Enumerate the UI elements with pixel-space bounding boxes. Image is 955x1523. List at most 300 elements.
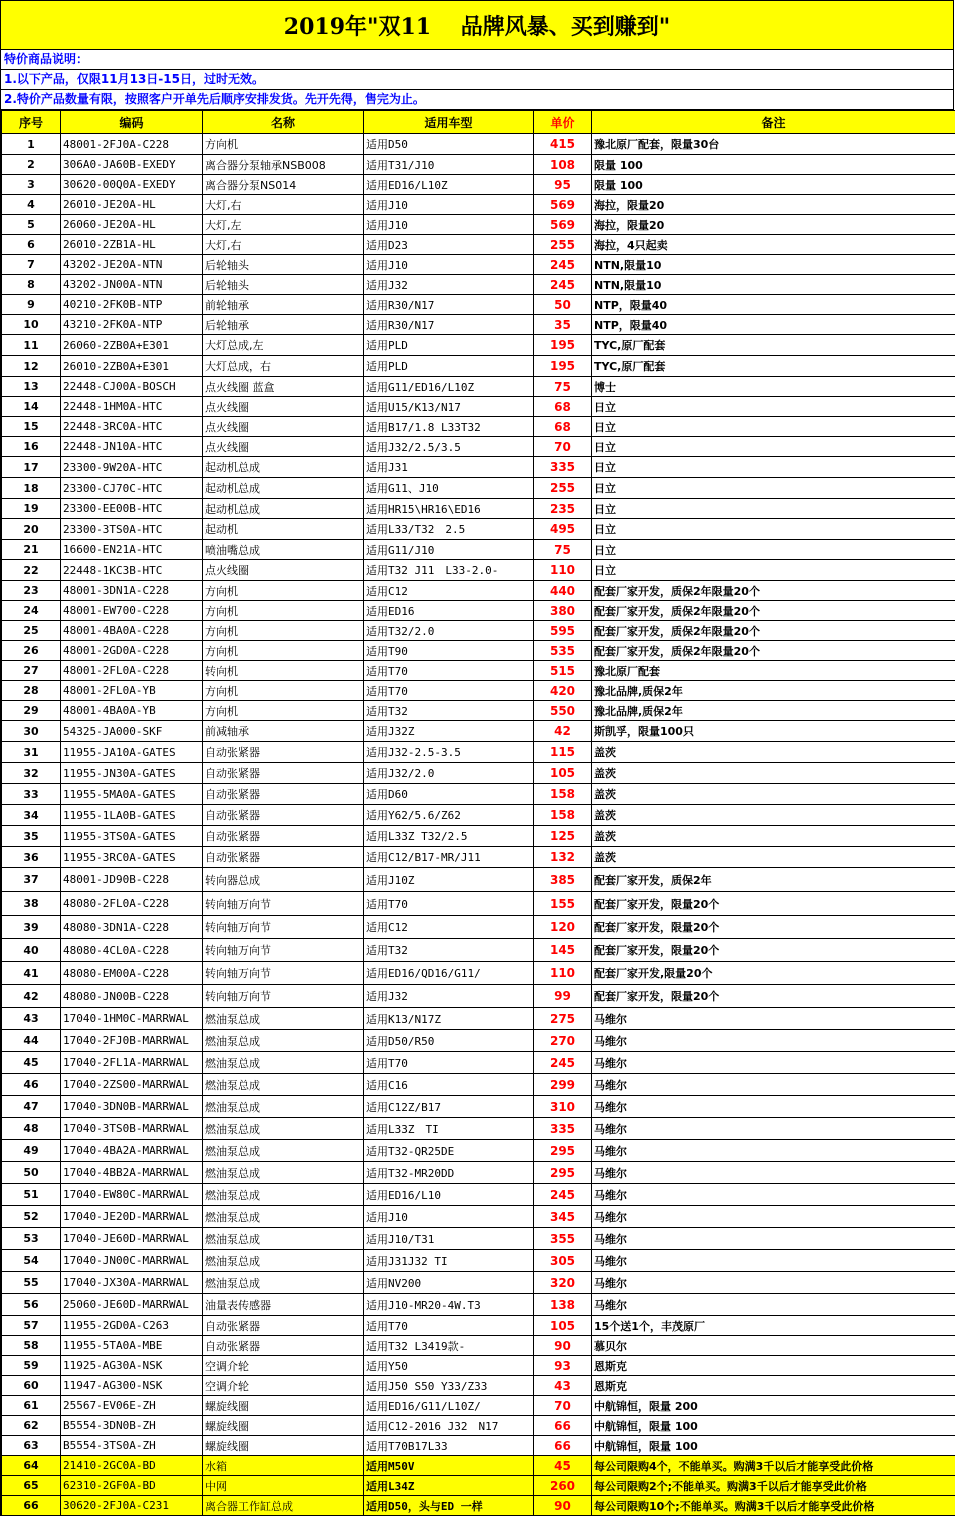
cell-name: 燃油泵总成 (203, 1118, 364, 1140)
cell-seq: 57 (2, 1316, 61, 1336)
table-row (2, 335, 955, 356)
cell-remark: 日立 (592, 519, 955, 540)
header-price: 单价 (534, 111, 592, 134)
cell-seq: 32 (2, 763, 61, 784)
cell-price: 495 (534, 519, 592, 540)
cell-model: 适用T90 (364, 641, 534, 661)
table-row (2, 356, 955, 377)
cell-price: 245 (534, 255, 592, 275)
table-row (2, 681, 955, 701)
cell-code: 26060-JE20A-HL (61, 215, 203, 235)
cell-name: 燃油泵总成 (203, 1206, 364, 1228)
cell-remark: NTN,限量10 (592, 275, 955, 295)
cell-remark: 配套厂家开发，质保2年限量20个 (592, 621, 955, 641)
table-row (2, 1294, 955, 1316)
table-row (2, 134, 955, 155)
cell-code: 17040-JE20D-MARRWAL (61, 1206, 203, 1228)
table-row (2, 1162, 955, 1184)
cell-name: 空调介轮 (203, 1376, 364, 1396)
cell-seq: 14 (2, 397, 61, 417)
cell-price: 235 (534, 499, 592, 519)
cell-model: 适用B17/1.8 L33T32 (364, 417, 534, 437)
cell-price: 245 (534, 1052, 592, 1074)
cell-name: 转向轴万向节 (203, 985, 364, 1008)
cell-code: 11955-1LA0B-GATES (61, 805, 203, 826)
cell-remark: 配套厂家开发,限量20个 (592, 962, 955, 985)
cell-code: 11947-AG300-NSK (61, 1376, 203, 1396)
cell-price: 95 (534, 175, 592, 195)
cell-code: 17040-JN00C-MARRWAL (61, 1250, 203, 1272)
cell-code: 23300-9W20A-HTC (61, 457, 203, 478)
cell-model: 适用J10 (364, 1206, 534, 1228)
cell-name: 自动张紧器 (203, 763, 364, 784)
cell-remark: 马维尔 (592, 1096, 955, 1118)
table-row (2, 1140, 955, 1162)
cell-code: B5554-3TS0A-ZH (61, 1436, 203, 1456)
cell-seq: 58 (2, 1336, 61, 1356)
cell-price: 66 (534, 1416, 592, 1436)
cell-code: 48080-4CL0A-C228 (61, 939, 203, 962)
cell-remark: 慕贝尔 (592, 1336, 955, 1356)
table-row (2, 641, 955, 661)
cell-remark: 日立 (592, 478, 955, 499)
cell-code: 48080-3DN1A-C228 (61, 916, 203, 939)
cell-price: 355 (534, 1228, 592, 1250)
cell-seq: 26 (2, 641, 61, 661)
table-row (2, 985, 955, 1008)
cell-price: 90 (534, 1336, 592, 1356)
cell-remark: 盖茨 (592, 826, 955, 847)
cell-code: 22448-3RC0A-HTC (61, 417, 203, 437)
cell-seq: 3 (2, 175, 61, 195)
cell-remark: 豫北品牌,质保2年 (592, 701, 955, 721)
table-row (2, 847, 955, 868)
cell-code: 25567-EV06E-ZH (61, 1396, 203, 1416)
cell-name: 转向轴万向节 (203, 892, 364, 916)
cell-seq: 62 (2, 1416, 61, 1436)
cell-remark: 海拉，限量20 (592, 215, 955, 235)
cell-seq: 37 (2, 868, 61, 892)
cell-price: 45 (534, 1456, 592, 1476)
cell-name: 起动机 (203, 519, 364, 540)
cell-name: 空调介轮 (203, 1356, 364, 1376)
cell-price: 108 (534, 155, 592, 175)
cell-remark: 每公司限购4个，不能单买。购满3千以后才能享受此价格 (592, 1456, 955, 1476)
cell-remark: 中航锦恒，限量 100 (592, 1436, 955, 1456)
table-row (2, 397, 955, 417)
cell-model: 适用J32 (364, 985, 534, 1008)
cell-price: 420 (534, 681, 592, 701)
sheet-title: 2019年"双11 品牌风暴、买到赚到" (1, 1, 954, 50)
table-row (2, 1096, 955, 1118)
cell-model: 适用T32 (364, 701, 534, 721)
cell-model: 适用T32-MR20DD (364, 1162, 534, 1184)
cell-code: 26010-2ZB1A-HL (61, 235, 203, 255)
table-row (2, 195, 955, 215)
cell-remark: 博士 (592, 377, 955, 397)
cell-name: 螺旋线圈 (203, 1436, 364, 1456)
cell-code: 62310-2GF0A-BD (61, 1476, 203, 1496)
cell-price: 90 (534, 1496, 592, 1516)
table-row (2, 457, 955, 478)
cell-seq: 35 (2, 826, 61, 847)
cell-seq: 21 (2, 540, 61, 560)
cell-remark: 配套厂家开发，限量20个 (592, 892, 955, 916)
cell-name: 起动机总成 (203, 457, 364, 478)
cell-name: 前轮轴承 (203, 295, 364, 315)
cell-seq: 43 (2, 1008, 61, 1030)
header-name: 名称 (203, 111, 364, 134)
cell-remark: 日立 (592, 457, 955, 478)
cell-code: 48001-4BA0A-YB (61, 701, 203, 721)
cell-model: 适用PLD (364, 335, 534, 356)
table-row (2, 826, 955, 847)
cell-name: 转向器总成 (203, 868, 364, 892)
cell-name: 方向机 (203, 134, 364, 155)
cell-name: 自动张紧器 (203, 847, 364, 868)
cell-code: 30620-00Q0A-EXEDY (61, 175, 203, 195)
cell-seq: 60 (2, 1376, 61, 1396)
cell-seq: 52 (2, 1206, 61, 1228)
cell-model: 适用R30/N17 (364, 295, 534, 315)
cell-seq: 55 (2, 1272, 61, 1294)
cell-name: 大灯,右 (203, 235, 364, 255)
cell-seq: 12 (2, 356, 61, 377)
cell-code: 43210-2FK0A-NTP (61, 315, 203, 335)
cell-remark: 中航锦恒，限量 200 (592, 1396, 955, 1416)
cell-code: 11955-2GD0A-C263 (61, 1316, 203, 1336)
cell-remark: 配套厂家开发，质保2年限量20个 (592, 601, 955, 621)
cell-price: 158 (534, 805, 592, 826)
table-row (2, 1184, 955, 1206)
cell-name: 自动张紧器 (203, 805, 364, 826)
cell-seq: 5 (2, 215, 61, 235)
cell-seq: 38 (2, 892, 61, 916)
cell-model: 适用G11、J10 (364, 478, 534, 499)
table-row (2, 215, 955, 235)
cell-name: 离合器分泵NS014 (203, 175, 364, 195)
table-row (2, 437, 955, 457)
cell-name: 燃油泵总成 (203, 1140, 364, 1162)
table-row (2, 478, 955, 499)
cell-name: 中网 (203, 1476, 364, 1496)
table-row (2, 1376, 955, 1396)
cell-price: 345 (534, 1206, 592, 1228)
cell-price: 305 (534, 1250, 592, 1272)
cell-name: 转向轴万向节 (203, 939, 364, 962)
cell-code: 48001-2GD0A-C228 (61, 641, 203, 661)
cell-model: 适用ED16 (364, 601, 534, 621)
table-row (2, 1272, 955, 1294)
cell-seq: 15 (2, 417, 61, 437)
cell-price: 105 (534, 763, 592, 784)
cell-seq: 22 (2, 560, 61, 581)
cell-price: 50 (534, 295, 592, 315)
cell-code: 48001-4BA0A-C228 (61, 621, 203, 641)
cell-code: 48080-2FL0A-C228 (61, 892, 203, 916)
cell-code: B5554-3DN0B-ZH (61, 1416, 203, 1436)
cell-name: 螺旋线圈 (203, 1396, 364, 1416)
table-row (2, 1496, 955, 1516)
cell-price: 110 (534, 560, 592, 581)
cell-seq: 33 (2, 784, 61, 805)
cell-price: 93 (534, 1356, 592, 1376)
cell-model: 适用HR15\HR16\ED16 (364, 499, 534, 519)
cell-code: 11955-JN30A-GATES (61, 763, 203, 784)
cell-remark: NTN,限量10 (592, 255, 955, 275)
cell-code: 30620-2FJ0A-C231 (61, 1496, 203, 1516)
cell-model: 适用L33Z T32/2.5 (364, 826, 534, 847)
cell-model: 适用J10Z (364, 868, 534, 892)
cell-remark: 马维尔 (592, 1228, 955, 1250)
cell-model: 适用J50 S50 Y33/Z33 (364, 1376, 534, 1396)
cell-name: 燃油泵总成 (203, 1272, 364, 1294)
cell-model: 适用C12 (364, 581, 534, 601)
cell-price: 550 (534, 701, 592, 721)
cell-code: 22448-1KC3B-HTC (61, 560, 203, 581)
cell-name: 后轮轴承 (203, 315, 364, 335)
cell-name: 点火线圈 (203, 560, 364, 581)
cell-seq: 59 (2, 1356, 61, 1376)
cell-seq: 54 (2, 1250, 61, 1272)
cell-model: 适用C12Z/B17 (364, 1096, 534, 1118)
cell-name: 方向机 (203, 681, 364, 701)
cell-price: 195 (534, 356, 592, 377)
cell-price: 440 (534, 581, 592, 601)
header-code: 编码 (61, 111, 203, 134)
cell-model: 适用D50 (364, 134, 534, 155)
cell-model: 适用C12 (364, 916, 534, 939)
cell-code: 17040-JX30A-MARRWAL (61, 1272, 203, 1294)
cell-remark: 配套厂家开发，限量20个 (592, 939, 955, 962)
table-row (2, 1074, 955, 1096)
cell-remark: 中航锦恒，限量 100 (592, 1416, 955, 1436)
table-row (2, 1476, 955, 1496)
cell-model: 适用T31/J10 (364, 155, 534, 175)
table-row (2, 868, 955, 892)
table-row (2, 1250, 955, 1272)
cell-remark: 马维尔 (592, 1052, 955, 1074)
table-row (2, 1436, 955, 1456)
cell-code: 23300-EE00B-HTC (61, 499, 203, 519)
cell-name: 大灯总成，右 (203, 356, 364, 377)
table-row (2, 377, 955, 397)
cell-seq: 51 (2, 1184, 61, 1206)
cell-code: 17040-EW80C-MARRWAL (61, 1184, 203, 1206)
cell-price: 120 (534, 916, 592, 939)
table-row (2, 1316, 955, 1336)
cell-code: 17040-JE60D-MARRWAL (61, 1228, 203, 1250)
table-row (2, 1336, 955, 1356)
cell-model: 适用PLD (364, 356, 534, 377)
cell-code: 11955-5TA0A-MBE (61, 1336, 203, 1356)
cell-model: 适用T70B17L33 (364, 1436, 534, 1456)
cell-model: 适用L33Z TI (364, 1118, 534, 1140)
cell-model: 适用C16 (364, 1074, 534, 1096)
cell-remark: 盖茨 (592, 784, 955, 805)
cell-code: 22448-1HM0A-HTC (61, 397, 203, 417)
cell-price: 275 (534, 1008, 592, 1030)
cell-name: 离合器工作缸总成 (203, 1496, 364, 1516)
cell-seq: 10 (2, 315, 61, 335)
cell-remark: 限量 100 (592, 175, 955, 195)
cell-code: 17040-3DN0B-MARRWAL (61, 1096, 203, 1118)
cell-model: 适用T32/2.0 (364, 621, 534, 641)
cell-code: 11955-JA10A-GATES (61, 742, 203, 763)
cell-seq: 25 (2, 621, 61, 641)
table-row (2, 295, 955, 315)
product-table (1, 110, 955, 1516)
cell-seq: 2 (2, 155, 61, 175)
cell-seq: 23 (2, 581, 61, 601)
table-row (2, 175, 955, 195)
table-row (2, 1052, 955, 1074)
cell-code: 48001-3DN1A-C228 (61, 581, 203, 601)
cell-name: 点火线圈 (203, 417, 364, 437)
cell-name: 螺旋线圈 (203, 1416, 364, 1436)
cell-code: 43202-JE20A-NTN (61, 255, 203, 275)
cell-name: 方向机 (203, 581, 364, 601)
cell-model: 适用J32/2.0 (364, 763, 534, 784)
cell-seq: 11 (2, 335, 61, 356)
cell-seq: 61 (2, 1396, 61, 1416)
cell-remark: 日立 (592, 560, 955, 581)
cell-seq: 24 (2, 601, 61, 621)
cell-seq: 50 (2, 1162, 61, 1184)
cell-seq: 63 (2, 1436, 61, 1456)
table-row (2, 805, 955, 826)
cell-model: 适用T70 (364, 681, 534, 701)
cell-price: 158 (534, 784, 592, 805)
cell-price: 132 (534, 847, 592, 868)
cell-seq: 65 (2, 1476, 61, 1496)
cell-model: 适用J10/T31 (364, 1228, 534, 1250)
table-row (2, 255, 955, 275)
cell-remark: 马维尔 (592, 1140, 955, 1162)
cell-remark: 盖茨 (592, 847, 955, 868)
cell-seq: 27 (2, 661, 61, 681)
table-row (2, 540, 955, 560)
cell-name: 燃油泵总成 (203, 1228, 364, 1250)
cell-price: 145 (534, 939, 592, 962)
cell-code: 23300-3TS0A-HTC (61, 519, 203, 540)
cell-seq: 4 (2, 195, 61, 215)
cell-price: 68 (534, 417, 592, 437)
cell-code: 17040-2FL1A-MARRWAL (61, 1052, 203, 1074)
cell-price: 155 (534, 892, 592, 916)
table-row (2, 155, 955, 175)
cell-seq: 40 (2, 939, 61, 962)
cell-price: 75 (534, 540, 592, 560)
cell-price: 138 (534, 1294, 592, 1316)
cell-remark: 配套厂家开发，质保2年限量20个 (592, 641, 955, 661)
cell-price: 75 (534, 377, 592, 397)
table-row (2, 315, 955, 335)
cell-price: 295 (534, 1162, 592, 1184)
cell-model: 适用T70 (364, 1316, 534, 1336)
cell-seq: 19 (2, 499, 61, 519)
cell-remark: 马维尔 (592, 1074, 955, 1096)
cell-model: 适用R30/N17 (364, 315, 534, 335)
cell-price: 105 (534, 1316, 592, 1336)
cell-price: 320 (534, 1272, 592, 1294)
cell-price: 195 (534, 335, 592, 356)
cell-seq: 9 (2, 295, 61, 315)
cell-code: 11955-5MA0A-GATES (61, 784, 203, 805)
cell-name: 自动张紧器 (203, 826, 364, 847)
cell-seq: 16 (2, 437, 61, 457)
cell-remark: 配套厂家开发，质保2年限量20个 (592, 581, 955, 601)
cell-code: 11925-AG30A-NSK (61, 1356, 203, 1376)
cell-name: 起动机总成 (203, 499, 364, 519)
cell-name: 大灯,右 (203, 195, 364, 215)
cell-name: 喷油嘴总成 (203, 540, 364, 560)
cell-name: 方向机 (203, 641, 364, 661)
cell-price: 110 (534, 962, 592, 985)
cell-model: 适用G11/ED16/L10Z (364, 377, 534, 397)
table-row (2, 1008, 955, 1030)
cell-model: 适用T32 L3419款- (364, 1336, 534, 1356)
cell-price: 569 (534, 195, 592, 215)
cell-seq: 44 (2, 1030, 61, 1052)
cell-code: 17040-3TS0B-MARRWAL (61, 1118, 203, 1140)
cell-price: 385 (534, 868, 592, 892)
cell-code: 11955-3RC0A-GATES (61, 847, 203, 868)
cell-price: 515 (534, 661, 592, 681)
cell-model: 适用J10 (364, 195, 534, 215)
table-row (2, 417, 955, 437)
cell-remark: 豫北品牌,质保2年 (592, 681, 955, 701)
cell-name: 大灯,左 (203, 215, 364, 235)
table-body (2, 134, 955, 1516)
cell-price: 68 (534, 397, 592, 417)
cell-remark: 日立 (592, 397, 955, 417)
cell-price: 245 (534, 1184, 592, 1206)
cell-seq: 34 (2, 805, 61, 826)
header-seq: 序号 (2, 111, 61, 134)
table-row (2, 962, 955, 985)
cell-name: 前减轴承 (203, 721, 364, 742)
cell-name: 燃油泵总成 (203, 1162, 364, 1184)
cell-seq: 49 (2, 1140, 61, 1162)
cell-code: 22448-JN10A-HTC (61, 437, 203, 457)
cell-seq: 7 (2, 255, 61, 275)
cell-model: 适用T32 J11 L33-2.0- (364, 560, 534, 581)
note-heading: 特价商品说明： (1, 50, 954, 70)
cell-seq: 8 (2, 275, 61, 295)
cell-name: 自动张紧器 (203, 784, 364, 805)
header-remark: 备注 (592, 111, 955, 134)
table-row (2, 742, 955, 763)
cell-code: 48080-JN00B-C228 (61, 985, 203, 1008)
cell-model: 适用Y50 (364, 1356, 534, 1376)
cell-model: 适用M50V (364, 1456, 534, 1476)
table-row (2, 784, 955, 805)
cell-seq: 41 (2, 962, 61, 985)
cell-remark: 海拉，4只起卖 (592, 235, 955, 255)
table-row (2, 1456, 955, 1476)
cell-price: 335 (534, 1118, 592, 1140)
cell-remark: 15个送1个，丰茂原厂 (592, 1316, 955, 1336)
cell-seq: 6 (2, 235, 61, 255)
cell-code: 48001-2FL0A-C228 (61, 661, 203, 681)
cell-seq: 18 (2, 478, 61, 499)
cell-price: 35 (534, 315, 592, 335)
cell-name: 起动机总成 (203, 478, 364, 499)
cell-name: 点火线圈 (203, 397, 364, 417)
cell-price: 255 (534, 478, 592, 499)
cell-remark: 限量 100 (592, 155, 955, 175)
